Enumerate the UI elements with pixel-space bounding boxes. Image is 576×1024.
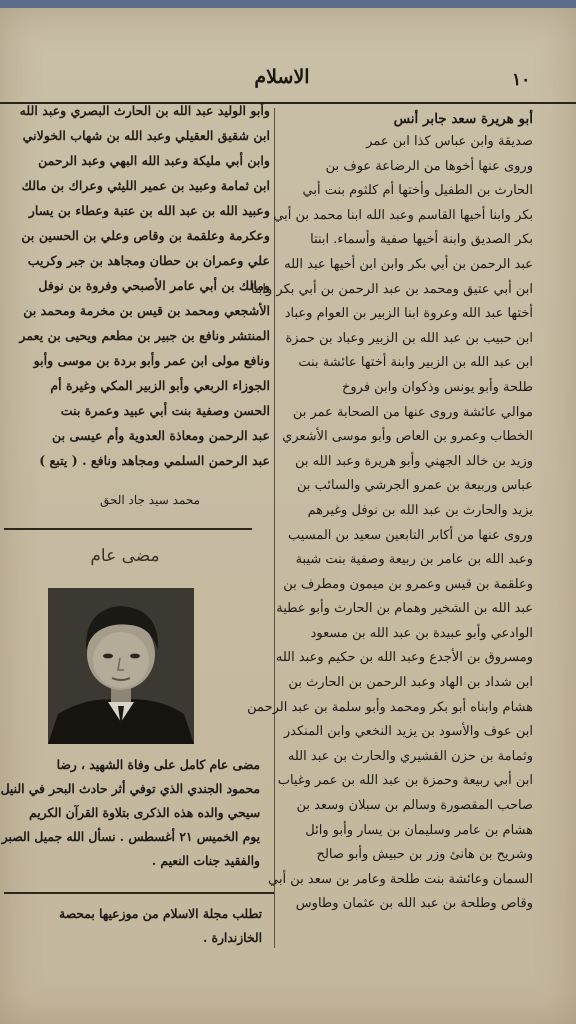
text-line: الوادعي وأبو عبيدة بن عبد الله بن مسعود [310, 625, 533, 641]
text-line: الخطاب وعمرو بن العاص وأبو موسى الأشعري [282, 429, 533, 445]
text-line: تطلب مجلة الاسلام من موزعيها بمحصة [59, 906, 262, 921]
text-line: بكر الصديق وابنة أخيها صفية وأسماء. ابنتا [310, 232, 533, 248]
text-line: الحارث بن الطفيل وأختها أم كلثوم بنت أبي [302, 183, 533, 199]
portrait-photo [48, 588, 194, 744]
text-line: محمود الجندي الذي توفي أثر حادث البحر في النيل [0, 781, 260, 796]
text-line: وروى عنها أخوها من الرضاعة عوف بن [325, 158, 533, 174]
text-line: ابن أبي عتيق ومحمد بن عبد الرحمن بن أبي بكر وابنا [250, 281, 533, 297]
continued-marker: ( يتبع ) [39, 453, 78, 468]
left-column [8, 98, 270, 473]
right-column-headline: أبو هريرة سعد جابر أنس [393, 111, 533, 127]
text-line: أختها عبد الله وعروة ابنا الزبير بن العوام وعباد [284, 306, 533, 322]
text-line: هشام بن عامر وسليمان بن يسار وأبو وائل [305, 822, 533, 838]
text-line: الأشجعي ومحمد بن قيس بن مخرمة ومحمد بن [23, 303, 270, 318]
text-line: وثمامة بن حزن القشيري والحارث بن عبد الله [287, 748, 533, 764]
text-line: صديقة وابن عباس كذا ابن عمر [366, 134, 533, 149]
text-line: وعبيد الله بن عبد الله بن عتبة وعطاء بن يسار [28, 203, 270, 218]
text-line: المنتشر ونافع بن جبير بن مطعم ويحيى بن يعمر [19, 328, 270, 343]
text-line: ابن شداد بن الهاد وعبد الرحمن بن الحارث بن [288, 675, 533, 691]
text-line: سيحي والده هذه الذكرى بتلاوة القرآن الكريم [29, 805, 260, 820]
portrait-image [48, 588, 194, 744]
text-line: الخازندارة . [202, 930, 262, 945]
section-divider [4, 892, 274, 894]
page-number: ١٠ [512, 70, 531, 90]
distributor-notice [2, 902, 262, 950]
obituary-text [2, 753, 260, 873]
text-line: عبد الرحمن بن أبي بكر وابن ابن أخيها عبد الله [284, 256, 533, 272]
text-line: وعبد الله بن عامر بن ربيعة وصفية بنت شيبة [295, 552, 533, 568]
text-line-content: عبد الرحمن السلمي ومجاهد ونافع . [82, 453, 270, 468]
text-line: الحسن وصفية بنت أبي عبيد وعمرة بنت [60, 403, 270, 418]
author-signature: محمد سيد جاد الحق [100, 493, 200, 507]
text-line: ومسروق بن الأجدع وعبد الله بن حكيم وعبد الله [275, 650, 533, 666]
right-column [247, 108, 533, 917]
magazine-page [0, 8, 576, 1024]
text-line: السمان وعائشة بنت طلحة وعامر بن سعد بن أبي [268, 871, 533, 887]
text-line: عباس وربيعة بن عمرو الجرشي والسائب بن [296, 478, 533, 494]
text-line: علي وعمران بن حطان ومجاهد بن جبر وكريب [27, 253, 270, 268]
text-line: ابن ثمامة وعبيد بن عمير الليثي وعراك بن مالك [21, 178, 270, 193]
text-line: ابن حبيب بن عبد الله بن الزبير وعباد بن حمزة [285, 330, 533, 346]
text-line: يوم الخميس ٢١ أغسطس . نسأل الله جميل الصبر [1, 829, 260, 844]
text-line: وابن أبي مليكة وعبد الله البهي وعبد الرحمن [38, 153, 270, 168]
text-line: والفقيد جنات النعيم . [151, 853, 260, 868]
text-line: وزيد بن خالد الجهني وأبو هريرة وعبد الله بن [294, 453, 533, 469]
text-line: هشام وابناه أبو بكر ومحمد وأبو سلمة بن عبد الرحمن [247, 699, 533, 715]
text-line: ابن شقيق العقيلي وعبد الله بن شهاب الخولاني [22, 128, 270, 143]
text-line: ونافع مولى ابن عمر وأبو بردة بن موسى وأبو [33, 353, 270, 368]
text-line: وروى عنها من أكابر التابعين سعيد بن المسيب [288, 527, 533, 543]
journal-title: الاسلام [254, 66, 310, 88]
text-line: موالي عائشة وروى عنها من الصحابة عمر بن [292, 404, 533, 420]
text-line: وأبو الوليد عبد الله بن الحارث البصري وعبد الله [19, 103, 270, 118]
section-divider [4, 528, 252, 530]
text-line: بكر وابنا أخيها القاسم وعبد الله ابنا محمد بن أبي [273, 207, 533, 223]
text-line: وعلقمة بن قيس وعمرو بن ميمون ومطرف بن [283, 576, 533, 592]
text-line: ومالك بن أبي عامر الأصبحي وفروة بن نوفل [38, 278, 270, 293]
text-line [8, 448, 270, 473]
text-line: ابن عوف والأسود بن يزيد النخعي وابن المنكدر [283, 724, 533, 740]
text-line: الجوزاء الربعي وأبو الزبير المكي وغيرة أم [50, 378, 270, 393]
text-line: ابن عبد الله بن الزبير وابنة أختها عائشة بنت [298, 355, 533, 371]
text-line: عبد الله بن الشخير وهمام بن الحارث وأبو عطية [276, 601, 533, 617]
text-line: وقاص وطلحة بن عبد الله بن عثمان وطاوس [295, 896, 533, 912]
text-line: وشريح بن هانئ وزر بن حبيش وأبو صالح [316, 847, 533, 863]
text-line: مضى عام كامل على وفاة الشهيد ، رضا [56, 757, 260, 772]
text-line: طلحة وأبو يونس وذكوان وابن فروخ [341, 379, 533, 395]
text-line: ابن أبي ربيعة وحمزة بن عبد الله بن عمر وغياب [277, 773, 533, 789]
obituary-title: مضى عام [90, 546, 160, 566]
text-line: وعكرمة وعلقمة بن وقاص وعلي بن الحسين بن [21, 228, 270, 243]
column-divider [274, 108, 275, 948]
text-line: صاحب المقصورة وسالم بن سبلان وسعد بن [296, 798, 533, 814]
text-line: يزيد والحارث بن عبد الله بن نوفل وغيرهم [307, 502, 533, 518]
text-line: عبد الرحمن ومعاذة العدوية وأم عيسى بن [52, 428, 270, 443]
